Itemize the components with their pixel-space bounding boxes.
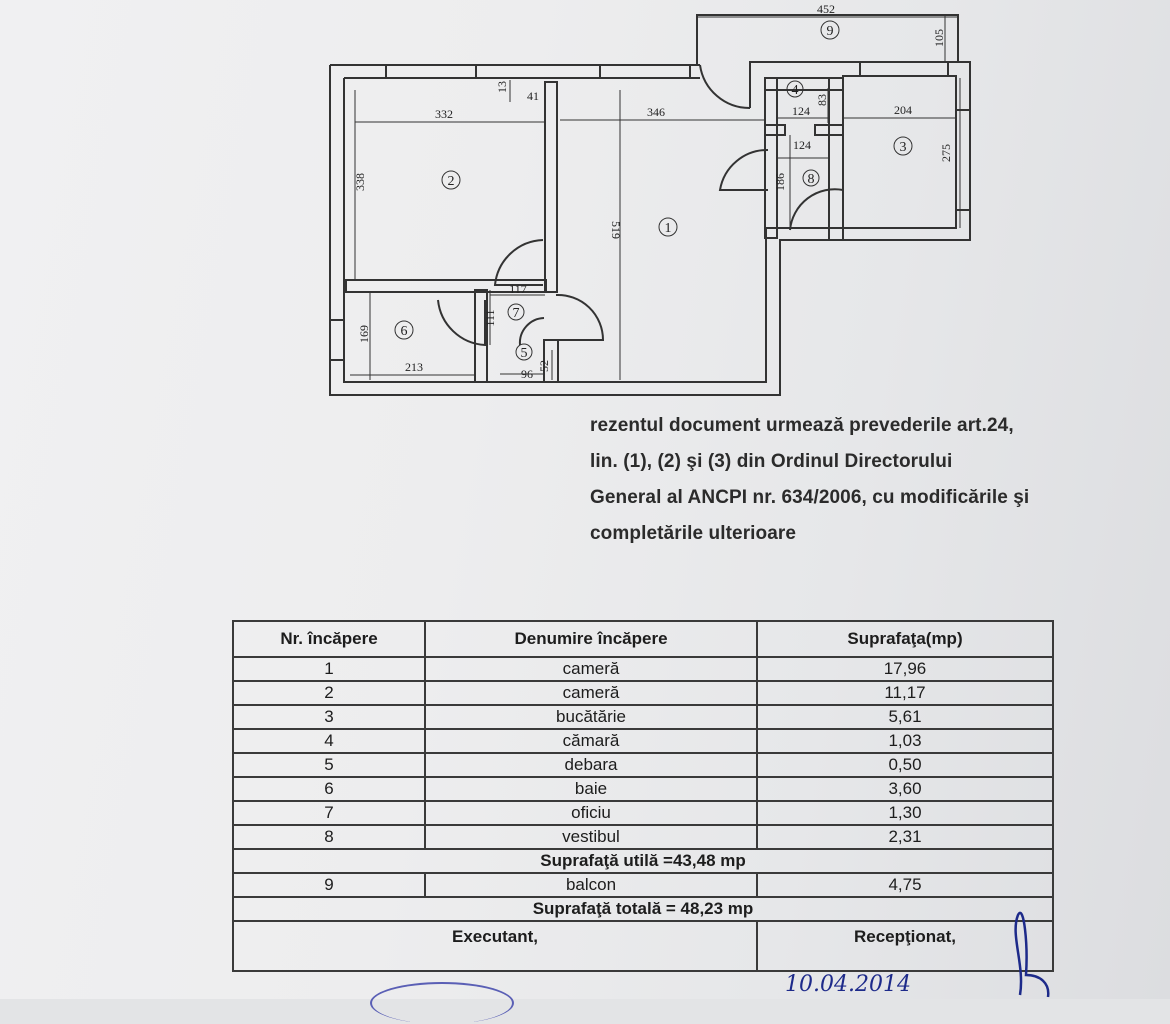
room-nr: 2 xyxy=(233,681,425,705)
wall-r8-left xyxy=(765,78,777,238)
header-nr: Nr. încăpere xyxy=(233,621,425,657)
room-area: 0,50 xyxy=(757,753,1053,777)
signature-row xyxy=(233,921,1053,971)
dim-label: 346 xyxy=(647,105,665,119)
room-marker-5 xyxy=(516,344,532,361)
room-nr: 4 xyxy=(233,729,425,753)
room-area: 1,03 xyxy=(757,729,1053,753)
dim-label: 519 xyxy=(609,221,623,239)
room-nr: 1 xyxy=(233,657,425,681)
room-marker-7 xyxy=(508,304,524,321)
table-row xyxy=(233,657,1053,681)
room-area: 11,17 xyxy=(757,681,1053,705)
room-nr: 5 xyxy=(233,753,425,777)
header-name: Denumire încăpere xyxy=(425,621,757,657)
dim-label: 124 xyxy=(793,138,811,152)
room-marker-9 xyxy=(821,21,839,39)
room-name: balcon xyxy=(425,873,757,897)
wall-r3-left xyxy=(829,78,843,240)
dim-label: 338 xyxy=(353,173,367,191)
dim-label: 41 xyxy=(527,89,539,103)
room-name: cameră xyxy=(425,657,757,681)
svg-text:8: 8 xyxy=(807,172,815,187)
door-r3 xyxy=(790,189,843,230)
room-name: vestibul xyxy=(425,825,757,849)
table-row xyxy=(233,681,1053,705)
notice-line: lin. (1), (2) şi (3) din Ordinul Directorului xyxy=(590,451,953,472)
table-row xyxy=(233,777,1053,801)
table-row xyxy=(233,729,1053,753)
header-area: Suprafaţa(mp) xyxy=(757,621,1053,657)
dim-label: 169 xyxy=(357,325,371,343)
door-r1 xyxy=(556,295,603,340)
door-r2 xyxy=(495,240,543,285)
total-area: Suprafaţă totală = 48,23 mp xyxy=(233,897,1053,921)
room-name: bucătărie xyxy=(425,705,757,729)
notice-line: rezentul document urmează prevederile art.24, xyxy=(590,415,1014,436)
table-row xyxy=(233,801,1053,825)
dim-label: 186 xyxy=(773,173,787,191)
dim-label: 213 xyxy=(405,360,423,374)
table-row xyxy=(233,873,1053,897)
svg-text:5: 5 xyxy=(520,346,528,361)
room-nr: 3 xyxy=(233,705,425,729)
room-name: cămară xyxy=(425,729,757,753)
table-row xyxy=(233,753,1053,777)
window xyxy=(860,62,948,76)
svg-text:9: 9 xyxy=(826,24,834,39)
notice-line: General al ANCPI nr. 634/2006, cu modificările şi xyxy=(590,487,1030,508)
wall-r1-r2 xyxy=(545,82,557,292)
room-area: 2,31 xyxy=(757,825,1053,849)
dim-label: 83 xyxy=(815,94,829,106)
room-marker-8 xyxy=(803,170,819,187)
legal-notice xyxy=(590,408,1090,552)
dim-label: 52 xyxy=(537,360,551,372)
dim-label: 124 xyxy=(792,104,810,118)
room-name: debara xyxy=(425,753,757,777)
wall-r4-bottom xyxy=(765,125,785,135)
table-header xyxy=(233,621,1053,657)
table-row xyxy=(233,825,1053,849)
table-row xyxy=(233,705,1053,729)
util-area-row xyxy=(233,849,1053,873)
door-balcony xyxy=(700,65,750,108)
dim-label: 96 xyxy=(521,367,533,381)
room-name: cameră xyxy=(425,681,757,705)
door-r6 xyxy=(438,300,485,345)
room-marker-6 xyxy=(395,321,413,339)
receptionat-label: Recepţionat, xyxy=(757,921,1053,971)
door-r5 xyxy=(520,318,544,345)
room-marker-3 xyxy=(894,137,912,155)
total-area-row xyxy=(233,897,1053,921)
room-area: 4,75 xyxy=(757,873,1053,897)
handwritten-date: 10.04.2014 xyxy=(785,972,911,997)
room-name: baie xyxy=(425,777,757,801)
balcony-outline xyxy=(697,15,958,65)
svg-text:4: 4 xyxy=(791,83,799,98)
dim-label: 13 xyxy=(495,81,509,93)
window xyxy=(600,65,690,78)
rooms-table xyxy=(232,620,1054,972)
room-nr: 6 xyxy=(233,777,425,801)
floor-plan xyxy=(0,0,1170,400)
dim-label: 275 xyxy=(939,144,953,162)
executant-label: Executant, xyxy=(233,921,757,971)
window xyxy=(956,110,970,210)
dim-label: 117 xyxy=(509,282,527,296)
room-nr: 9 xyxy=(233,873,425,897)
svg-text:6: 6 xyxy=(400,324,408,339)
room-area: 3,60 xyxy=(757,777,1053,801)
room-area: 1,30 xyxy=(757,801,1053,825)
window xyxy=(330,320,344,360)
dim-label: 332 xyxy=(435,107,453,121)
window xyxy=(386,65,476,78)
svg-text:7: 7 xyxy=(512,306,520,321)
dim-label: 105 xyxy=(932,29,946,47)
dim-label: 111 xyxy=(483,309,497,327)
room-area: 17,96 xyxy=(757,657,1053,681)
stamp xyxy=(370,982,514,1024)
room-marker-1 xyxy=(659,218,677,236)
door-r8 xyxy=(720,150,768,190)
room-name: oficiu xyxy=(425,801,757,825)
svg-text:1: 1 xyxy=(664,221,672,236)
room-area: 5,61 xyxy=(757,705,1053,729)
handwritten-signature xyxy=(990,905,1070,999)
util-area: Suprafaţă utilă =43,48 mp xyxy=(233,849,1053,873)
svg-text:2: 2 xyxy=(447,174,455,189)
dim-label: 204 xyxy=(894,103,912,117)
room-nr: 7 xyxy=(233,801,425,825)
notice-line: completările ulterioare xyxy=(590,523,797,544)
room-nr: 8 xyxy=(233,825,425,849)
svg-text:3: 3 xyxy=(899,140,907,155)
room-marker-2 xyxy=(442,171,460,189)
dim-label: 452 xyxy=(817,2,835,16)
